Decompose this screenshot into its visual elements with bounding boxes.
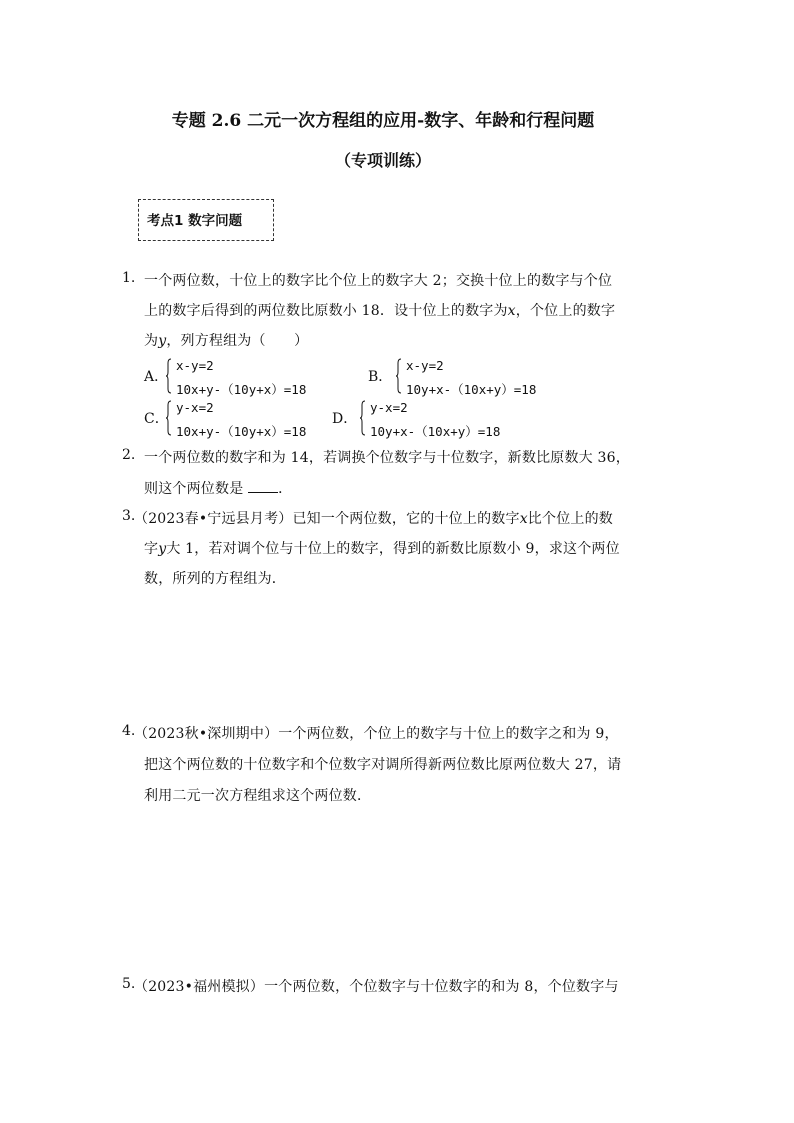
question-text-line: 为y，列方程组为（ ） <box>144 333 309 349</box>
page-title: 专题 2.6 二元一次方程组的应用-数字、年龄和行程问题 <box>171 111 595 131</box>
question-text-line: 则这个两位数是 ． <box>144 481 293 497</box>
equation-line: 10y+x-（10x+y）=18 <box>406 382 537 397</box>
page-subtitle: （专项训练） <box>334 151 431 170</box>
equation-system <box>360 400 560 439</box>
question-number: 3. <box>122 508 136 524</box>
question-text-line: 一个两位数，十位上的数字比个位上的数字大 2；交换十位上的数字与个位 <box>144 273 613 289</box>
equation-line: x-y=2 <box>176 358 214 373</box>
equation-line: y-x=2 <box>176 400 214 415</box>
equation-system <box>166 358 366 397</box>
option-letter: D． <box>332 411 358 427</box>
equation-line: 10y+x-（10x+y）=18 <box>370 424 501 439</box>
equation-system <box>396 358 596 397</box>
question-text-line: （2023春•宁远县月考）已知一个两位数，它的十位上的数字x比个位上的数 <box>134 511 613 527</box>
question-number: 1. <box>122 270 136 286</box>
question-number: 2. <box>122 447 136 463</box>
option-letter: A． <box>144 369 169 385</box>
question-text-line: 把这个两位数的十位数字和个位数字对调所得新两位数比原两位数大 27，请 <box>144 757 622 773</box>
question-text-line: 一个两位数的数字和为 14，若调换个位数字与十位数字，新数比原数大 36， <box>144 450 630 466</box>
equation-line: x-y=2 <box>406 358 444 373</box>
question-text-line: 字y大 1，若对调个位与十位上的数字，得到的新数比原数小 9，求这个两位 <box>144 541 620 557</box>
equation-line: 10x+y-（10y+x）=18 <box>176 424 307 439</box>
question-number: 4. <box>122 723 136 739</box>
question-text-line: （2023秋•深圳期中）一个两位数，个位上的数字与十位上的数字之和为 9， <box>134 726 619 742</box>
question-text-line: 利用二元一次方程组求这个两位数． <box>144 788 372 804</box>
question-number: 5. <box>122 976 136 992</box>
left-brace-icon <box>166 358 172 394</box>
equation-line: 10x+y-（10y+x）=18 <box>176 382 307 397</box>
answer-blank[interactable] <box>248 480 278 493</box>
left-brace-icon <box>396 358 402 394</box>
question-text-line: （2023•福州模拟）一个两位数，个位数字与十位数字的和为 8，个位数字与 <box>134 979 619 995</box>
left-brace-icon <box>360 400 366 436</box>
left-brace-icon <box>166 400 172 436</box>
question-text-line: 上的数字后得到的两位数比原数小 18．设十位上的数字为x，个位上的数字 <box>144 303 616 319</box>
option-letter: B． <box>368 369 393 385</box>
section-label-box: 考点1 数字问题 <box>138 199 274 241</box>
question-text-line: 数，所列的方程组为． <box>144 571 286 587</box>
option-letter: C． <box>144 411 169 427</box>
equation-line: y-x=2 <box>370 400 408 415</box>
